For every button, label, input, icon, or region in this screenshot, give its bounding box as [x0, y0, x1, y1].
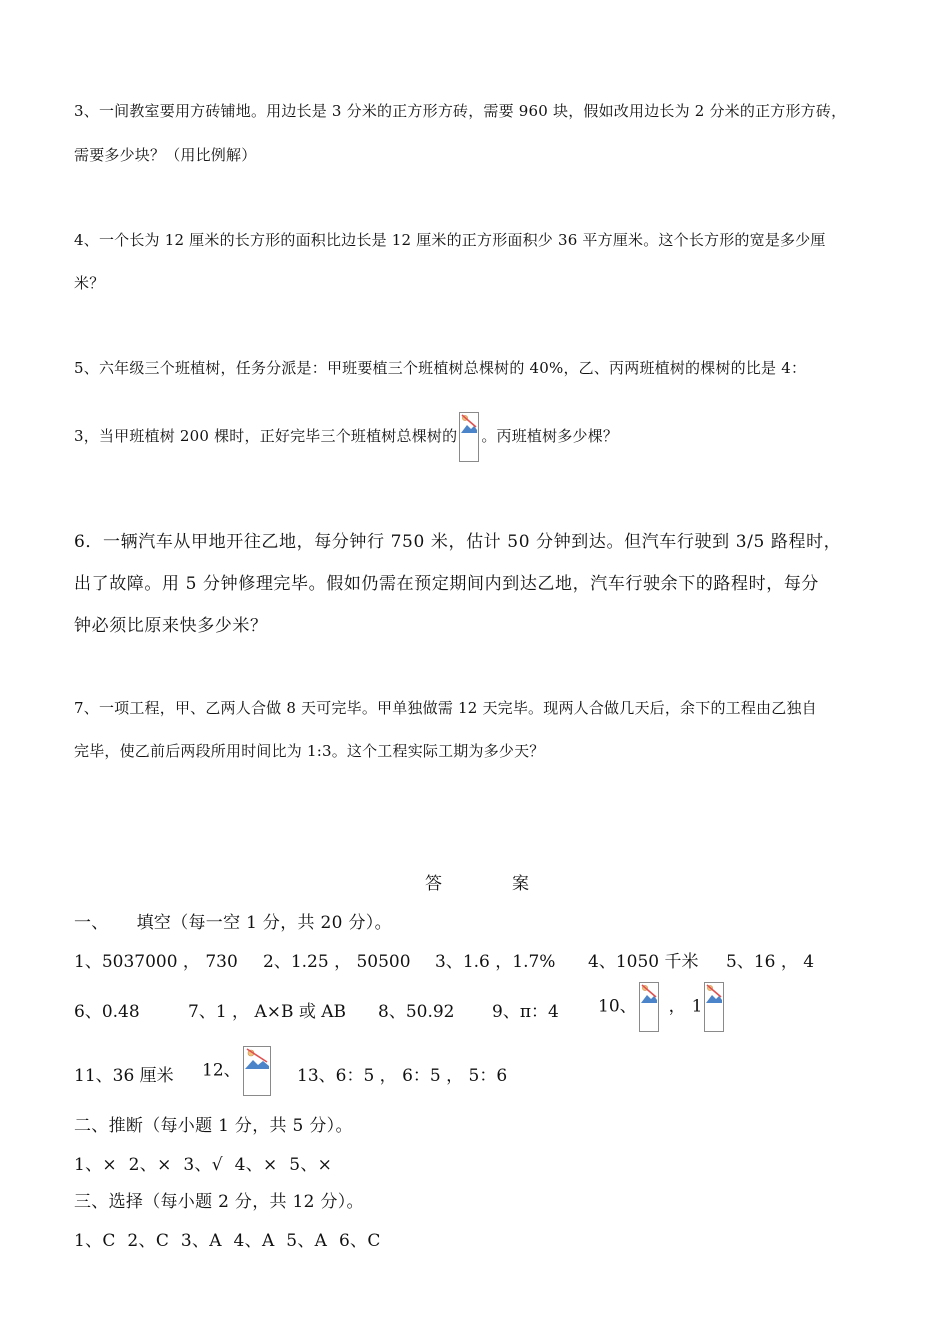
answer-11: 11、36 厘米 [74, 1066, 174, 1086]
answer-5: 5、16 ， 4 [726, 952, 815, 972]
answer-7: 7、1 ， A×B 或 AB [188, 1002, 347, 1022]
question-5-line-1: 5、六年级三个班植树，任务分派是：甲班要植三个班植树总棵树的 40%，乙、丙两班植树的棵树的比是 4： [74, 359, 807, 377]
answer-12 [202, 1046, 273, 1096]
answer-2: 2、1.25 ， 50500 [263, 952, 411, 972]
answer-13: 13、6：5 ， 6：5 ， 5：6 [297, 1066, 508, 1086]
question-6-line-3: 钟必须比原来快多少米？ [74, 616, 268, 636]
question-4-line-1: 4、一个长为 12 厘米的长方形的面积比边长是 12 厘米的正方形面积少 36 平方厘米。这个长方形的宽是多少厘 [74, 231, 826, 249]
answer-10-separator: ， [668, 996, 686, 1017]
section-2-heading: 二、推断（每小题 1 分，共 5 分）。 [74, 1116, 353, 1136]
question-4-line-2: 米？ [74, 274, 105, 292]
question-6-line-2: 出了故障。用 5 分钟修理完毕。假如仍需在预定期间内到达乙地，汽车行驶余下的路程时，每分 [74, 574, 820, 594]
answer-4: 4、1050 千米 [588, 952, 699, 972]
section-1-title: 填空（每一空 1 分，共 20 分）。 [136, 913, 392, 933]
section-2-answers: 1、× 2、× 3、√ 4、× 5、× [74, 1155, 333, 1175]
answer-10 [598, 982, 726, 1032]
question-7-line-2: 完毕，使乙前后两段所用时间比为 1:3。这个工程实际工期为多少天？ [74, 742, 545, 760]
broken-image-icon [243, 1046, 271, 1096]
answer-9: 9、π：4 [492, 1002, 559, 1022]
answers-title-char-2: 案 [512, 874, 530, 894]
question-3-line-1: 3、一间教室要用方砖铺地。用边长是 3 分米的正方形方砖，需要 960 块，假如改用边长为 2 分米的正方形方砖， [74, 102, 847, 120]
answer-3: 3、1.6 ，1.7% [435, 952, 556, 972]
answer-12-label: 12、 [202, 1060, 241, 1081]
answers-title-char-1: 答 [425, 874, 443, 894]
answer-8: 8、50.92 [378, 1002, 455, 1022]
question-5-line-2 [74, 412, 618, 462]
question-5-text-a: 3，当甲班植树 200 棵时，正好完毕三个班植树总棵树的 [74, 427, 458, 445]
question-7-line-1: 7、一项工程，甲、乙两人合做 8 天可完毕。甲单独做需 12 天完毕。现两人合做几天后，余下的工程由乙独自 [74, 699, 817, 717]
section-1-heading [74, 908, 392, 933]
question-5-text-b: 。丙班植树多少棵？ [481, 427, 619, 445]
section-3-answers: 1、C 2、C 3、A 4、A 5、A 6、C [74, 1231, 381, 1251]
answer-10-label: 10、 [598, 996, 637, 1017]
question-6-line-1: 6．一辆汽车从甲地开往乙地，每分钟行 750 米，估计 50 分钟到达。但汽车行驶到 3/5 路程时， [74, 532, 842, 552]
section-3-heading: 三、选择（每小题 2 分，共 12 分）。 [74, 1192, 364, 1212]
broken-image-icon [459, 412, 479, 462]
broken-image-icon [639, 982, 659, 1032]
section-1-number: 一、 [74, 913, 109, 933]
answer-10-second: 1 [691, 996, 703, 1017]
question-3-line-2: 需要多少块？（用比例解） [74, 146, 257, 164]
answer-6: 6、0.48 [74, 1002, 140, 1022]
broken-image-icon [704, 982, 724, 1032]
answer-1: 1、5037000 ， 730 [74, 952, 238, 972]
